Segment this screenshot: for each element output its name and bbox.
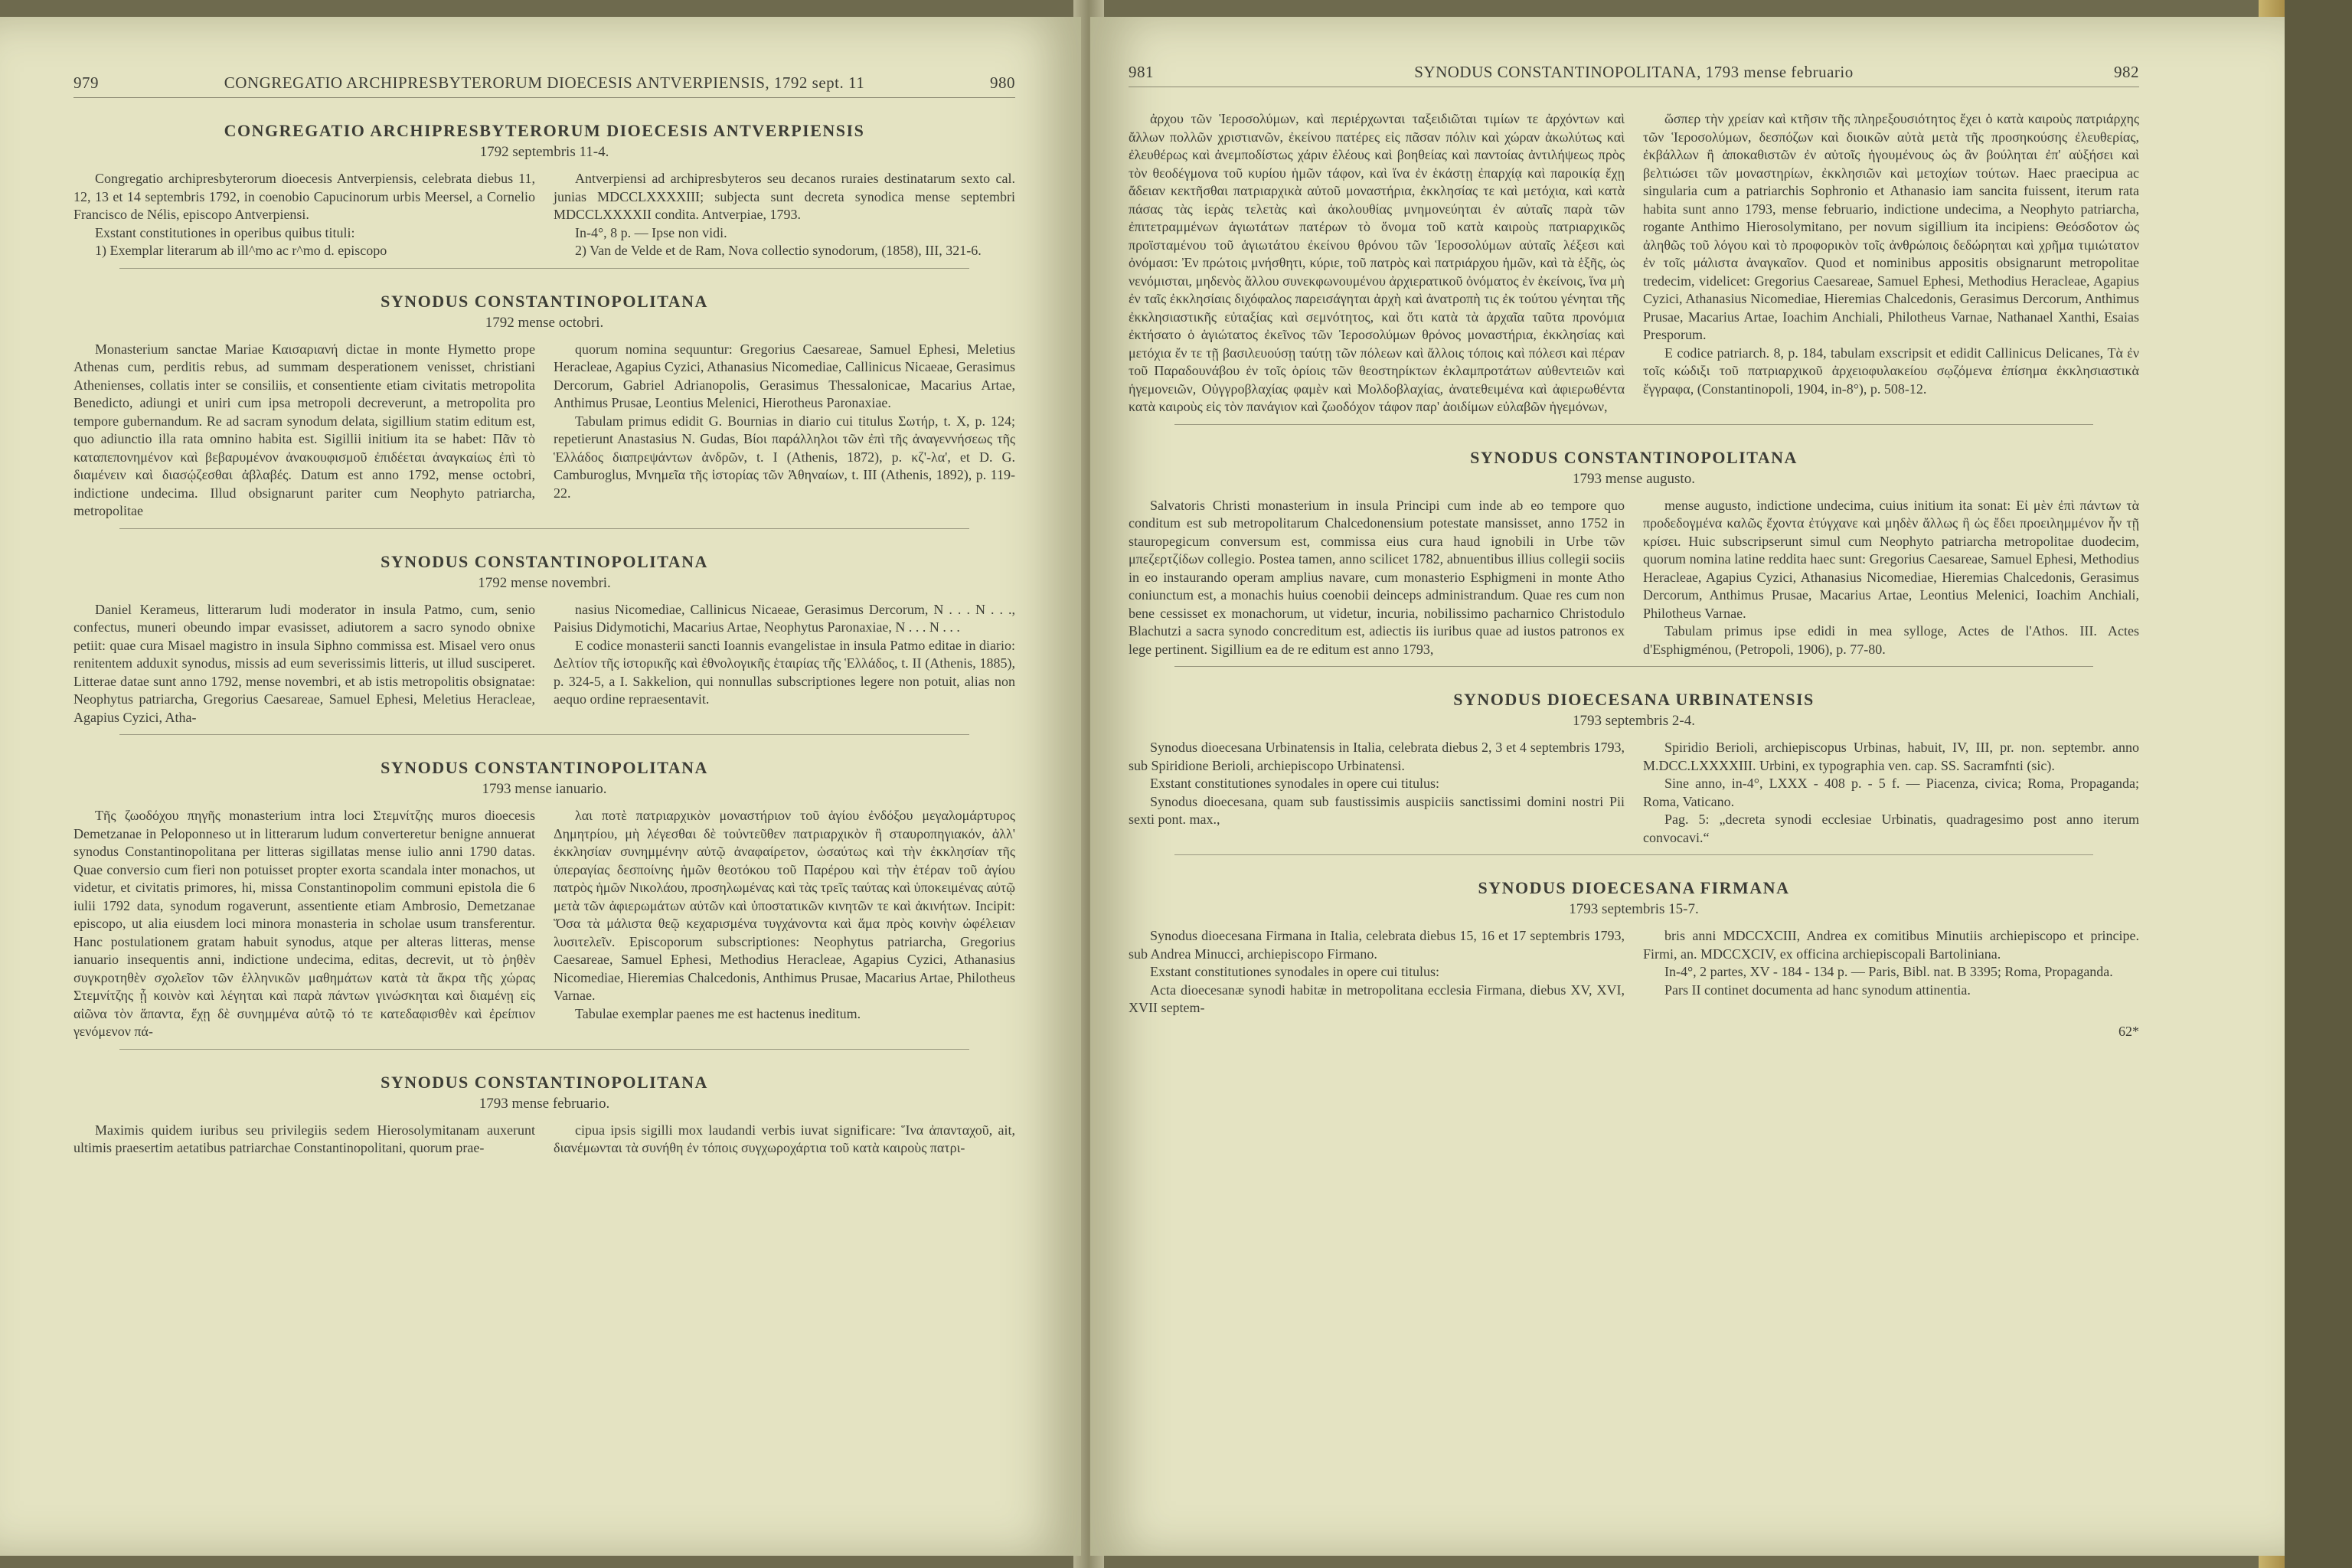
section-date: 1793 septembris 2-4. (1573, 713, 1695, 729)
text-column (1129, 497, 1625, 659)
section-divider (119, 734, 969, 735)
section-title: SYNODUS CONSTANTINOPOLITANA (381, 758, 708, 777)
text-columns (1129, 110, 2139, 416)
text-column (554, 170, 1015, 260)
paragraph: Exstant constitutiones in operibus quibus tituli: (95, 224, 355, 240)
paragraph: λαι ποτὲ πατριαρχικὸν μοναστήριον τοῦ ἁγίου ἐνδόξου μεγαλομάρτυρος Δημητρίου, μὴ λέγεσθαι δὲ τοὐντεῦθεν πατριαρχικὸν ἢ σταυροπηγιακόν, ἀλλ' ἐκκλησίαν συνημμένην αὐτῷ ἀναφαίρετον, ὡσαύτως καὶ τὴν ἐκκλησίαν τῆς ὑπεραγίας δεσποίνης ἡμῶν θεοτόκου τοῦ Παρέρου καὶ τὴν ἑτέραν τοῦ ἁγίου πατρὸς ἡμῶν Νικολάου, προσηλωμένας καὶ τὰς τρεῖς ταύτας καὶ ὑποκειμένας αὐτῷ μετὰ τῶν ἀφιερωμάτων αὐτῶν καὶ ὑποστατικῶν κινητῶν τε καὶ ἀκινήτων. Incipit: Ὅσα τὰ μάλιστα θεῷ κεχαρισμένα τυγχάνοντα καὶ ἅμα πρὸς κοινὴν ὠφέλειαν λυσιτελεῖν. Episcoporum subscriptiones: Neophytus patriarcha, Gregorius Caesareae, Samuel Ephesi, Methodius Heracleae, Agapius Cyzici, Athanasius Nicomediae, Hieremias Chalcedonis, Anthimus Prusae, Macarius Artae, Philotheus Varnae. (554, 808, 1015, 1003)
paragraph: Tabulae exemplar paenes me est hactenus ineditum. (575, 1005, 861, 1021)
section (74, 292, 1015, 529)
running-head-left (74, 74, 1015, 98)
section (1129, 690, 2139, 855)
page-number: 982 (2114, 63, 2139, 81)
paragraph: Maximis quidem iuribus seu privilegiis sedem Hierosolymitanam auxerunt ultimis praesertim aetatibus patriarchae Constantinopolitani, quorum prae- (74, 1122, 535, 1155)
paragraph: ὥσπερ τὴν χρείαν καὶ κτῆσιν τῆς πληρεξουσιότητος ἔχει ὁ κατὰ καιροὺς πατριάρχης τῶν Ἱεροσολύμων, δεσπόζων καὶ διοικῶν αὐτὰ μετὰ τῆς προσηκούσης ἐλευθερίας, ἐκβάλλων ἢ ἀποκαθιστῶν ἐν αὐτοῖς ἡγουμένους ὡς ἂν βούληται ἐπ' αὐξήσει καὶ βελτιώσει τῶν μοναστηρίων, ἐκκλησιῶν καὶ μετοχίων τούτων. Haec praecipua ac singularia cum a patriarchis Sophronio et Athanasio iam sancita fuissent, iterum rata habita sunt anno 1793, mense februario, indictione undecima, a Neophyto patriarcha, rogante Anthimo Hierosolymitano, per novum sigillium ita incipiens: Θεόσδοτον ὡς ἀληθῶς τοῦ λόγου καὶ τὸ προφορικὸν τοῖς ἀνθρώποις δεδώρηται καὶ χρῆμα τιμιώτατον ἐν τοῖς μάλιστα ἀναγκαῖον. Quod et nominibus appositis obsignarunt metropolitae tredecim, videlicet: Gregorius Caesareae, Samuel Ephesi, Methodius Heracleae, Agapius Cyzici, Athanasius Nicomediae, Hieremias Chalcedonis, Gerasimus Dercorum, Anthimus Prusae, Macarius Artae, Ioachim Anchiali, Philotheus Varnae, Nathanael Xanthi, Esaias Presporum. (1643, 111, 2139, 342)
paragraph: Synodus dioecesana, quam sub faustissimis auspiciis sanctissimi domini nostri Pii sexti pont. max., (1129, 793, 1625, 827)
paragraph: 2) Van de Velde et de Ram, Nova collectio synodorum, (1858), III, 321-6. (575, 243, 982, 258)
text-column (1643, 739, 2139, 847)
paragraph: Τῆς ζωοδόχου πηγῆς monasterium intra loci Στεμνίτζης muros dioecesis Demetzanae in Peloponneso ut in litterarum ludum converteretur benigne annuerat synodus Constantinopolitana per litteras sigillatas mense iulio anni 1790 datas. Quae conversio cum fieri non potuisset propter exorta scandala inter monachos, ut videtur, et civitatis primores, hi, missa Constantinopolim communi epistola die 6 iulii 1792 data, synodum rogaverunt, assentiente etiam Ambrosio, Demetzanae episcopo, ut alia eiusdem loci minora monasteria in scholae usum transferentur. Hanc postulationem gratam habuit synodus, atque per alteras litteras, mense ianuario insequentis anni, indictione undecima, editas, decrevit, ut τὸ ῥηθὲν συγκροτηθὲν σχολεῖον τῶν ἑλληνικῶν μαθημάτων κατὰ τὰ ἄκρα τῆς χώρας Στεμνίτζης ᾖ κοινὸν καὶ λέγηται καὶ παρὰ πάντων γινώσκηται καὶ διαμένῃ εἰς αἰῶνα τὸν ἅπαντα, ἔχῃ δὲ συνημμένα αὐτῷ τό τε κατεδαφισθὲν καὶ ἐρείπιον γενόμενον πά- (74, 808, 535, 1039)
section-title: SYNODUS CONSTANTINOPOLITANA (1470, 447, 1798, 467)
text-column (1643, 927, 2139, 1018)
section-title: SYNODUS CONSTANTINOPOLITANA (381, 551, 708, 571)
section-date: 1792 septembris 11-4. (479, 144, 609, 160)
text-column (1129, 110, 1625, 416)
paragraph: Exstant constitutiones synodales in opere cui titulus: (1150, 776, 1439, 791)
text-column (554, 1122, 1015, 1158)
section (1129, 448, 2139, 668)
paragraph: nasius Nicomediae, Callinicus Nicaeae, Gerasimus Dercorum, N . . . N . . ., Paisius Didymotichi, Macarius Artae, Neophytus Paronaxiae, N . . . N . . . (554, 601, 1015, 635)
section-divider (1174, 854, 2093, 855)
section (74, 552, 1015, 736)
section-date: 1792 mense novembri. (478, 574, 611, 591)
section-date: 1793 septembris 15-7. (1569, 901, 1699, 917)
text-columns (74, 170, 1015, 260)
page-number: 979 (74, 74, 99, 92)
section-date: 1793 mense februario. (479, 1095, 610, 1112)
paragraph: quorum nomina sequuntur: Gregorius Caesareae, Samuel Ephesi, Meletius Heracleae, Agapius Cyzici, Athanasius Nicomediae, Callinicus Nicaeae, Gerasimus Dercorum, Gabriel Adrianopolis, Gerasimus Thessalonicae, Macarius Artae, Anthimus Prusae, Leontius Melenici, Hierotheus Paronaxiae. (554, 341, 1015, 410)
paragraph: In-4°, 2 partes, XV - 184 - 134 p. — Paris, Bibl. nat. B 3395; Roma, Propaganda. (1664, 964, 2113, 979)
text-column (1643, 497, 2139, 659)
text-columns (1129, 739, 2139, 847)
text-columns (74, 601, 1015, 727)
left-page (0, 17, 1081, 1556)
paragraph: Antverpiensi ad archipresbyteros seu decanos ruraies destinatarum sexto cal. junias MDCCLXXXXIII; subjecta sunt decreta synodica mense septembri MDCCLXXXXII condita. Antverpiae, 1793. (554, 171, 1015, 222)
text-column (74, 1122, 535, 1158)
section-date: 1793 mense ianuario. (482, 781, 607, 797)
paragraph: Salvatoris Christi monasterium in insula Principi cum inde ab eo tempore quo conditum est sub metropolitarum Chalcedonensium potestate mansisset, anno 1752 in stauropegicum conversum est, commissa eius cura haud ignobili in Urbe τῶν μπεζερτζίδων collegio. Postea tamen, anno scilicet 1782, abnuentibus illius collegii sociis in eo instaurando operam amplius navare, cum monasterio Esphigmeni in monte Atho coniunctum est, a monachis huius coenobii deinceps administrandum. Quae res cum non bene cessisset ex monachorum, ut videtur, incuria, nobilissimo pacharnico Christodulo Blachutzi a sacra synodo concreditum est, adiectis iis iuribus quae ad iustos patronos ex lege pertinent. Sigillium ea de re editum est anno 1793, (1129, 497, 1625, 657)
running-head-right (1129, 63, 2139, 87)
paragraph: mense augusto, indictione undecima, cuius initium ita sonat: Εἰ μὲν ἐπὶ πάντων τὰ προδεδογμένα καλῶς ἔχοντα ἐτύγχανε καὶ μηδὲν ἄλλως ἢ ὡς ἔδει προειλημμένον ἦν τῇ κρίσει. Huic subscripserunt simul cum Neophyto patriarcha metropolitae duodecim, quorum nomina latine reddita haec sunt: Gregorius Caesareae, Samuel Ephesi, Methodius Heracleae, Agapius Cyzici, Athanasius Nicomediae, Hieremias Chalcedonis, Gerasimus Dercorum, Anthimus Prusae, Macarius Artae, Leontius Melenici, Ioachim Anchiali, Philotheus Varnae. (1643, 497, 2139, 621)
book-cover-board (2285, 0, 2352, 1568)
text-column (1129, 927, 1625, 1018)
section (1129, 110, 2139, 425)
section (1129, 878, 2139, 1018)
section (74, 758, 1015, 1050)
text-column (74, 170, 535, 260)
running-head-title: SYNODUS CONSTANTINOPOLITANA, 1793 mense februario (1414, 63, 1854, 81)
paragraph: Sine anno, in-4°, LXXX - 408 p. - 5 f. — Piacenza, civica; Roma, Propaganda; Roma, Vaticano. (1643, 776, 2139, 809)
paragraph: cipua ipsis sigilli mox laudandi verbis iuvat significare: Ἵνα ἀπανταχοῦ, ait, διανέμωνται τὰ συνήθη ἐν τόποις συγχωροχάρτια τοῦ κατὰ καιροὺς πατρι- (554, 1122, 1015, 1155)
text-columns (74, 807, 1015, 1041)
paragraph: Daniel Kerameus, litterarum ludi moderator in insula Patmo, cum, senio confectus, muneri obeundo impar evasisset, adiutorem a sacro synodo obnixe petiit: quae cura Misael magistro in insula Siphno commissa est. Misael vero onus renitentem adduxit synodus, missis ad eum severissimis litteris, ut illud susciperet. Litterae datae sunt anno 1792, mense novembri, et ab istis metropolitis obsignatae: Neophytus patriarcha, Gregorius Caesareae, Samuel Ephesi, Meletius Heracleae, Agapius Cyzici, Atha- (74, 601, 535, 725)
paragraph: Congregatio archipresbyterorum dioecesis Antverpiensis, celebrata diebus 11, 12, 13 et 14 septembris 1792, in coenobio Capucinorum urbis Meersel, a Cornelio Francisco de Nélis, episcopo Antverpiensi. (74, 171, 535, 222)
section-title: SYNODUS CONSTANTINOPOLITANA (381, 291, 708, 311)
paragraph: bris anni MDCCXCIII, Andrea ex comitibus Minutiis archiepiscopo et principe. Firmi, an. MDCCXCIV, ex officina archiepiscopali Bartoliniana. (1643, 928, 2139, 962)
page-number: 980 (990, 74, 1015, 92)
text-column (554, 807, 1015, 1041)
sections-left (74, 121, 1015, 1158)
paragraph: Tabulam primus edidit G. Bournias in diario cui titulus Σωτήρ, t. X, p. 124; repetierunt Anastasius N. Gudas, Βίοι παράλληλοι τῶν ἐπὶ τῆς ἀναγεννήσεως τῆς Ἑλλάδος διαπρεψάντων ἀνδρῶν, t. I (Athenis, 1872), p. κζ'-λα', et D. G. Camburoglus, Μνημεῖα τῆς ἱστορίας τῶν Ἀθηναίων, t. III (Athenis, 1892), p. 119-22. (554, 413, 1015, 501)
text-column (554, 341, 1015, 521)
text-column (1129, 739, 1625, 847)
text-columns (74, 341, 1015, 521)
text-column (554, 601, 1015, 727)
section-divider (119, 268, 969, 269)
text-columns (74, 1122, 1015, 1158)
paragraph: Acta dioecesanæ synodi habitæ in metropolitana ecclesia Firmana, diebus XV, XVI, XVII septem- (1129, 982, 1625, 1015)
section-divider (1174, 666, 2093, 667)
section (74, 1073, 1015, 1158)
section-date: 1792 mense octobri. (485, 314, 604, 331)
running-head-title: CONGREGATIO ARCHIPRESBYTERORUM DIOECESIS ANTVERPIENSIS, 1792 sept. 11 (224, 74, 865, 92)
paragraph: 1) Exemplar literarum ab ill^mo ac r^mo d. episcopo (95, 243, 387, 258)
paragraph: Synodus dioecesana Firmana in Italia, celebrata diebus 15, 16 et 17 septembris 1793, sub Andrea Minucci, archiepiscopo Firmano. (1129, 928, 1625, 962)
paragraph: E codice patriarch. 8, p. 184, tabulam exscripsit et edidit Callinicus Delicanes, Τὰ ἐν τοῖς κώδιξι τοῦ πατριαρχικοῦ ἀρχειοφυλακείου σῳζόμενα ἐπίσημα ἐκκλησιαστικὰ ἔγγραφα, (Constantinopoli, 1904, in-8°), p. 508-12. (1643, 345, 2139, 397)
paragraph: Tabulam primus ipse edidi in mea sylloge, Actes de l'Athos. III. Actes d'Esphigménou, (Petropoli, 1906), p. 77-80. (1643, 623, 2139, 657)
text-column (74, 341, 535, 521)
paragraph: E codice monasterii sancti Ioannis evangelistae in insula Patmo editae in diario: Δελτίον τῆς ἱστορικῆς καὶ ἐθνολογικῆς ἑταιρίας τῆς Ἑλλάδος, t. II (Athenis, 1885), p. 324-5, a I. Sakkelion, qui nonnullas subscriptiones legere non potuit, alias non aequo ordine repraesentavit. (554, 637, 1015, 707)
paragraph: Monasterium sanctae Mariae Καισαριανή dictae in monte Hymetto prope Athenas cum, perditis rebus, ad summam desperationem venisset, christiani Athenienses, collatis inter se consiliis, et consentiente etiam civitatis metropolita Benedicto, adiungi et uniri cum ipsa metropoli decreverunt, a metropolita pro tempore gubernandum. Re ad sacram synodum delata, sigillium statim editum est, quo adiunctio illa rata omnino habita est. Sigillii initium ita se habet: Πᾶν τὸ καταπεπονημένον καὶ βεβαρυμένον ἀνακουφισμοῦ ἐπιδέεται ἀναγκαίως ἐπὶ τὸ διαμένειν καὶ διασῴζεσθαι ἀβλαβές. Datum est anno 1792, mense octobri, indictione undecima. Illud obsignarunt pariter cum Neophyto patriarcha, metropolitae (74, 341, 535, 518)
text-column (1643, 110, 2139, 416)
text-column (74, 601, 535, 727)
section-title: SYNODUS CONSTANTINOPOLITANA (381, 1072, 708, 1092)
text-columns (1129, 497, 2139, 659)
sections-right (1129, 110, 2139, 1018)
paragraph: ἀρχου τῶν Ἱεροσολύμων, καὶ περιέρχωνται ταξειδιῶται τιμίων τε ἀρχόντων καὶ ἄλλων πολλῶν χριστιανῶν, ἐκείνου πατέρες εἰς πᾶσαν πόλιν καὶ χώραν ἀκωλύτως καὶ ἐλευθέρως καὶ ἀνεμποδίστως χάριν ἐλέους καὶ βοηθείας καὶ παντοίας ἀντιλήψεως πρὸς τὸν θεοδέγμονα τοῦ κυρίου ἡμῶν τάφον, καὶ ἵνα ἐν ἑκάστῃ ἐπαρχίᾳ καὶ παροικίᾳ ἔχῃ ἄδειαν κεκτῆσθαι πατριαρχικὰ αὐτοῦ μοναστήρια, ἐκκλησίας τε καὶ μετόχια, καὶ κατὰ πάσας τὰς ἱερὰς τελετὰς καὶ ἀκολουθίας μνημονεύηται ἐν αὐταῖς παρὰ τῶν ἐπιτετραμμένων ἁγιωτάτων πατέρων τὸ ὄνομα τοῦ κατὰ καιροὺς πατριαρχικῶς προϊσταμένου τοῦ ἁγιωτάτου ἐκείνου θρόνου τῶν Ἱεροσολύμων αὐταῖς λέξεσι καὶ ὀνόμασι: Ἐν πρώτοις μνήσθητι, κύριε, τοῦ πατρὸς καὶ πατριάρχου ἡμῶν, καὶ τὰ ἑξῆς, ὡς νενόμισται, μηδενὸς ἄλλου συνεκφωνουμένου ἀρχιερατικοῦ ὀνόματος ἐν ἐκείνοις, ἵνα μὴ ἐν ταῖς ἐκκλησίαις διχόφαλος παρεισάγηται ἀρχὴ καὶ ἀνατροπὴ τις ἐκ τούτου γένηται τῆς ἐκκλησιαστικῆς εὐταξίας καὶ σεμνότητος, καὶ ὅτι κατὰ τὰ ἀρχαῖα ταῦτα προνόμια ἐκτήσατο ὁ ἁγιώτατος ἐκεῖνος τῶν Ἱεροσολύμων θρόνος μοναστήρια, ἐκκλησίας καὶ μετόχια ἔν τε τῇ βασιλευούσῃ ταύτῃ τῶν πόλεων καὶ ἄλλοις τόποις καὶ πόλεσι καὶ πέραν τοῦ Παραδουνάβου ἐν τοῖς ὁρίοις τῶν θεοστηρίκτων ἐκλαμπροτάτων αὐθεντειῶν καὶ ἡγεμονειῶν, Οὐγγροβλαχίας φαμὲν καὶ Μολδοβλαχίας, ἀνατεθειμένα καὶ ἀφιερωθέντα κατὰ καιροὺς εἰς τὸν πανάγιον καὶ ζωοδόχον τάφον παρ' ἀοιδίμων εὐλαβῶν ἡγεμόνων, (1129, 111, 1625, 414)
section-divider (119, 1049, 969, 1050)
paragraph: Pars II continet documenta ad hanc synodum attinentia. (1664, 982, 1971, 998)
paragraph: Pag. 5: „decreta synodi ecclesiae Urbinatis, quadragesimo post anno iterum convocavi.“ (1643, 812, 2139, 845)
paragraph: Exstant constitutiones synodales in opere cui titulus: (1150, 964, 1439, 979)
text-columns (1129, 927, 2139, 1018)
section (74, 121, 1015, 269)
signature-mark: 62* (2118, 1023, 2139, 1039)
paragraph: In-4°, 8 p. — Ipse non vidi. (575, 224, 727, 240)
section-divider (1174, 424, 2093, 425)
section-date: 1793 mense augusto. (1573, 470, 1695, 487)
right-page (1090, 17, 2285, 1556)
page-number: 981 (1129, 63, 1154, 81)
section-title: CONGREGATIO ARCHIPRESBYTERORUM DIOECESIS ANTVERPIENSIS (224, 121, 865, 140)
section-title: SYNODUS DIOECESANA URBINATENSIS (1453, 690, 1815, 709)
section-title: SYNODUS DIOECESANA FIRMANA (1478, 878, 1790, 897)
paragraph: Synodus dioecesana Urbinatensis in Italia, celebrata diebus 2, 3 et 4 septembris 1793, sub Spiridione Berioli, archiepiscopo Urbinatensi. (1129, 740, 1625, 773)
section-divider (119, 528, 969, 529)
text-column (74, 807, 535, 1041)
paragraph: Spiridio Berioli, archiepiscopus Urbinas, habuit, IV, III, pr. non. septembr. anno M.DCC.LXXXXIII. Urbini, ex typographia ven. cap. SS. Sacramfnti (sic). (1643, 740, 2139, 773)
